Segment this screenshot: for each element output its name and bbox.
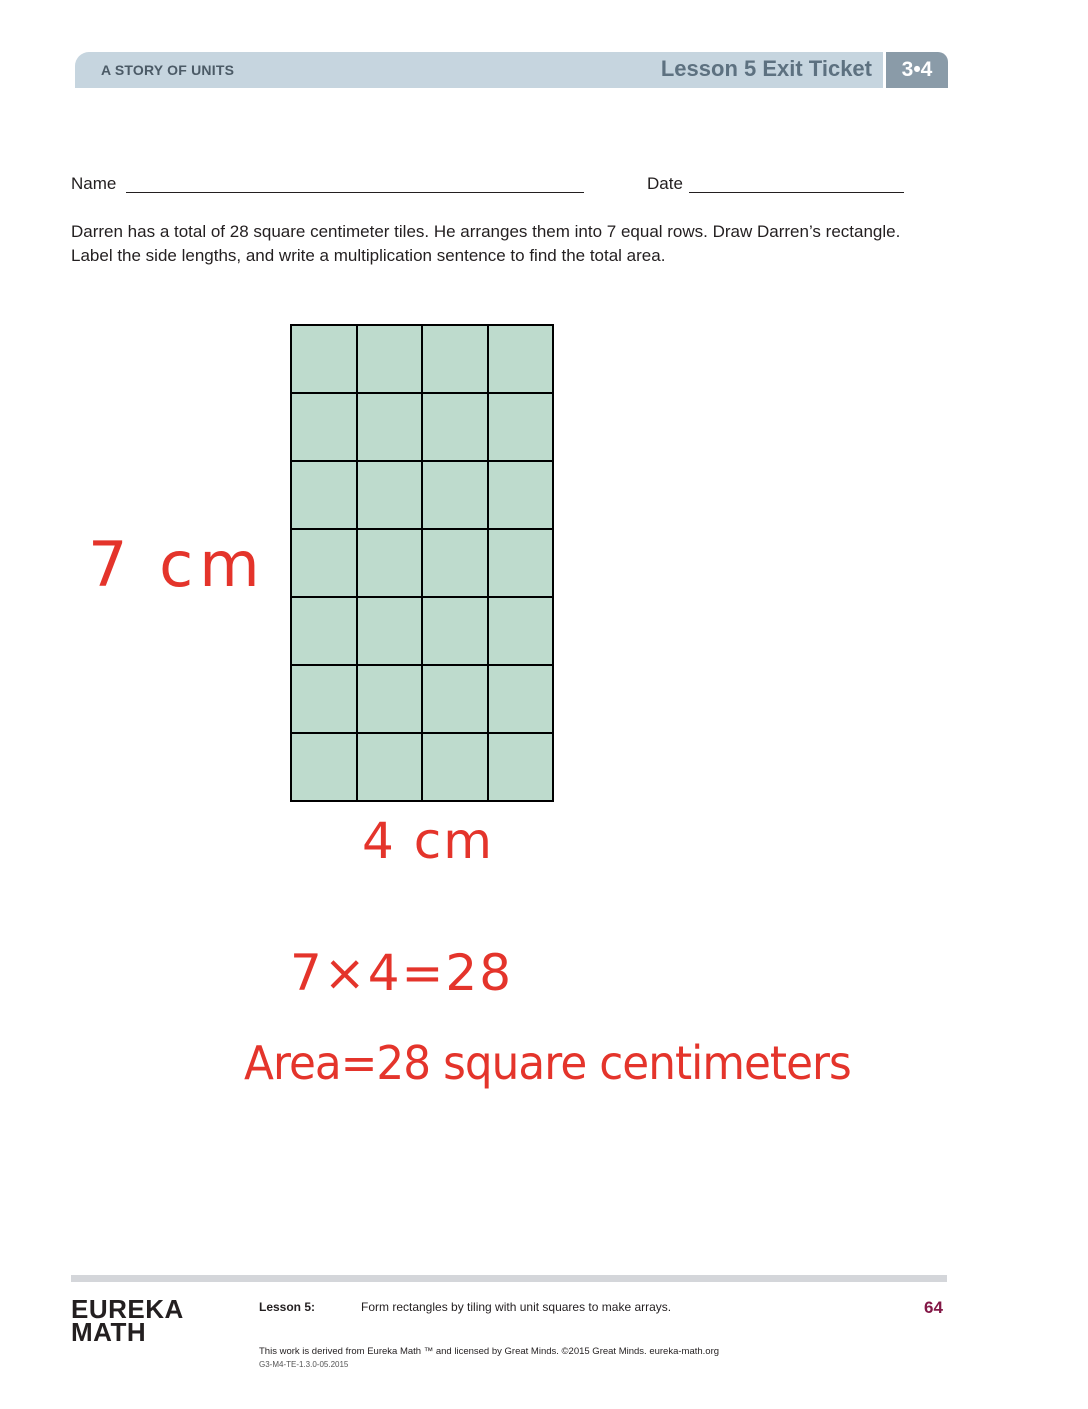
tile-array [290,324,554,802]
unit-square-tile [489,734,553,800]
logo-line-1: EUREKA [71,1294,184,1324]
unit-square-tile [489,666,553,732]
unit-square-tile [358,530,422,596]
unit-square-tile [358,462,422,528]
grade-module-badge: 3•4 [886,52,948,88]
document-code: G3-M4-TE-1.3.0-05.2015 [259,1360,349,1369]
page-number: 64 [924,1298,943,1317]
footer-divider [71,1275,947,1282]
unit-square-tile [423,734,487,800]
unit-square-tile [358,598,422,664]
unit-square-tile [292,666,356,732]
unit-square-tile [423,462,487,528]
name-label: Name [71,174,117,193]
series-title: A STORY OF UNITS [101,62,235,78]
unit-square-tile [423,666,487,732]
unit-square-tile [358,734,422,800]
name-field[interactable] [126,192,584,193]
side-length-label: 7 cm [88,528,266,601]
footer-lesson-description: Form rectangles by tiling with unit squares to make arrays. [361,1300,672,1314]
unit-square-tile [358,326,422,392]
unit-square-tile [358,394,422,460]
unit-square-tile [489,530,553,596]
unit-square-tile [423,598,487,664]
unit-square-tile [423,326,487,392]
unit-square-tile [423,530,487,596]
date-label: Date [647,174,683,193]
unit-square-tile [292,462,356,528]
unit-square-tile [358,666,422,732]
logo-line-2: MATH [71,1317,147,1347]
unit-square-tile [292,326,356,392]
problem-text: Darren has a total of 28 square centimeter tiles. He arranges them into 7 equal rows. Draw Darren’s rectangle. Label the side lengths, and write a multiplication sentence to find the total area. [71,222,901,265]
license-text: This work is derived from Eureka Math ™ and licensed by Great Minds. ©2015 Great Minds. eureka-math.org [259,1346,720,1357]
multiplication-sentence: 7×4=28 [290,944,514,1002]
unit-square-tile [489,394,553,460]
area-answer: Area=28 square centimeters [244,1036,851,1090]
unit-square-tile [292,394,356,460]
unit-square-tile [292,530,356,596]
unit-square-tile [489,462,553,528]
eureka-math-logo [71,1294,184,1347]
unit-square-tile [423,394,487,460]
unit-square-tile [292,598,356,664]
page-title: Lesson 5 Exit Ticket [660,56,872,81]
unit-square-tile [489,598,553,664]
footer-lesson-label: Lesson 5: [259,1300,316,1314]
date-field[interactable] [689,192,904,193]
bottom-length-label: 4 cm [362,812,494,870]
unit-square-tile [292,734,356,800]
unit-square-tile [489,326,553,392]
